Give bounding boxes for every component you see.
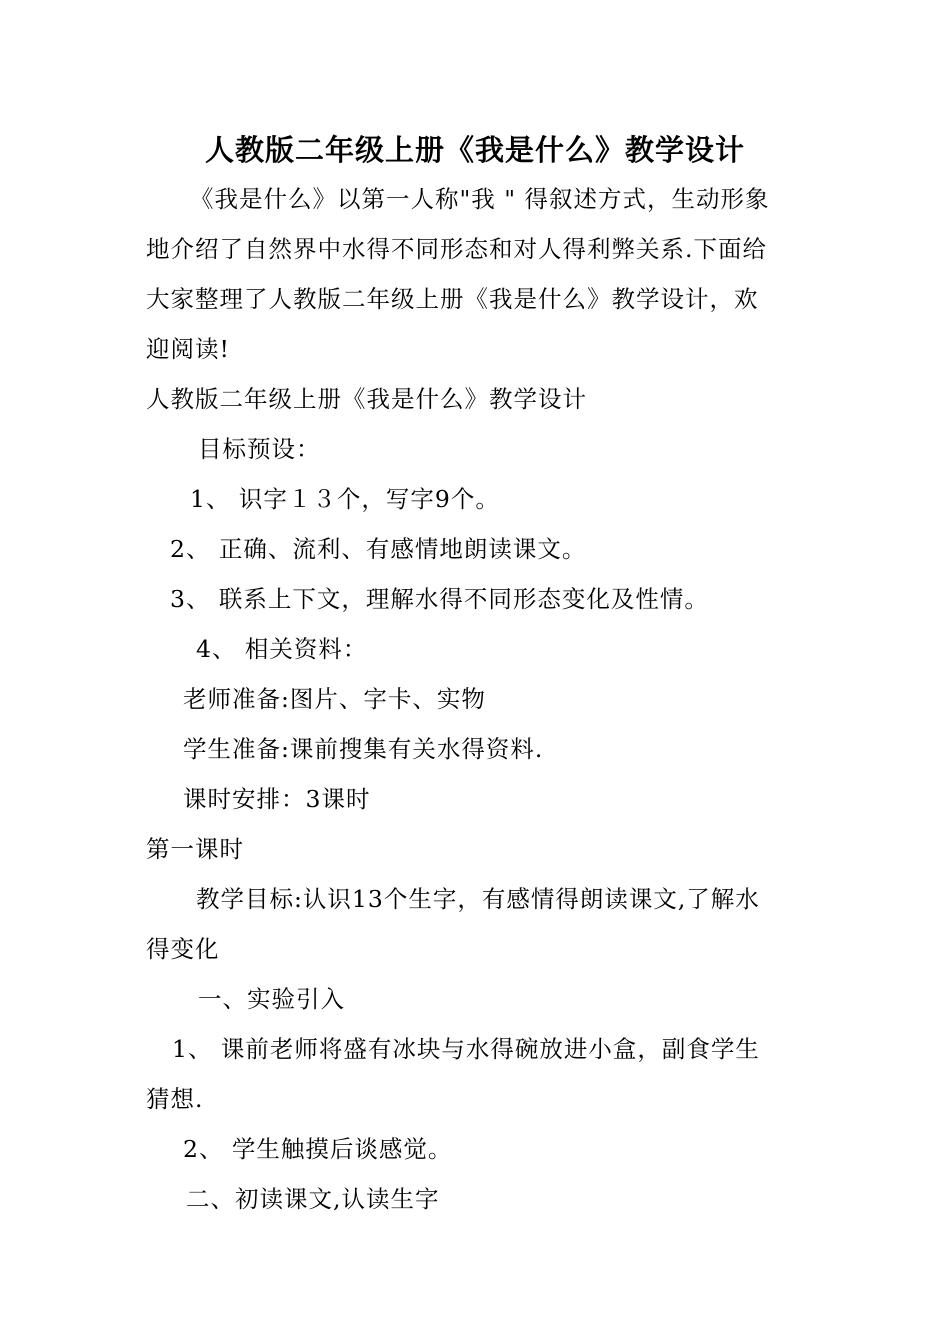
goal-item-2: 2、 正确、流利、有感情地朗读课文。 (170, 535, 587, 563)
goal-item-4: 4、 相关资料： (196, 635, 368, 663)
intro-line-2: 地介绍了自然界中水得不同形态和对人得利弊关系.下面给 (146, 235, 767, 263)
goal-item-3: 3、 联系上下文，理解水得不同形态变化及性情。 (170, 585, 709, 613)
intro-line-3: 大家整理了人教版二年级上册《我是什么》教学设计，欢 (146, 285, 759, 313)
teacher-prep: 老师准备:图片、字卡、实物 (183, 685, 486, 713)
lesson-goal-line-2: 得变化 (146, 935, 220, 963)
goal-item-1: 1、 识字１３个，写字9个。 (190, 485, 500, 513)
lesson-goal-line-1: 教学目标:认识13个生字，有感情得朗读课文,了解水 (196, 885, 760, 913)
student-prep: 学生准备:课前搜集有关水得资料. (183, 735, 544, 763)
step-two: 2、 学生触摸后谈感觉。 (183, 1135, 453, 1163)
document-title: 人教版二年级上册《我是什么》教学设计 (204, 133, 745, 167)
intro-line-4: 迎阅读! (146, 335, 230, 363)
lesson-one-heading: 第一课时 (146, 835, 244, 863)
section-one-heading: 一、实验引入 (198, 985, 345, 1013)
section-two-heading: 二、初读课文,认读生字 (186, 1185, 440, 1213)
goals-heading: 目标预设： (198, 435, 321, 463)
step-one-line-2: 猜想. (146, 1085, 204, 1113)
intro-line-1: 《我是什么》以第一人称"我 " 得叙述方式，生动形象 (190, 185, 770, 213)
subtitle: 人教版二年级上册《我是什么》教学设计 (146, 385, 587, 413)
step-one-line-1: 1、 课前老师将盛有冰块与水得碗放进小盒，副食学生 (172, 1035, 760, 1063)
schedule: 课时安排：3课时 (183, 785, 371, 813)
